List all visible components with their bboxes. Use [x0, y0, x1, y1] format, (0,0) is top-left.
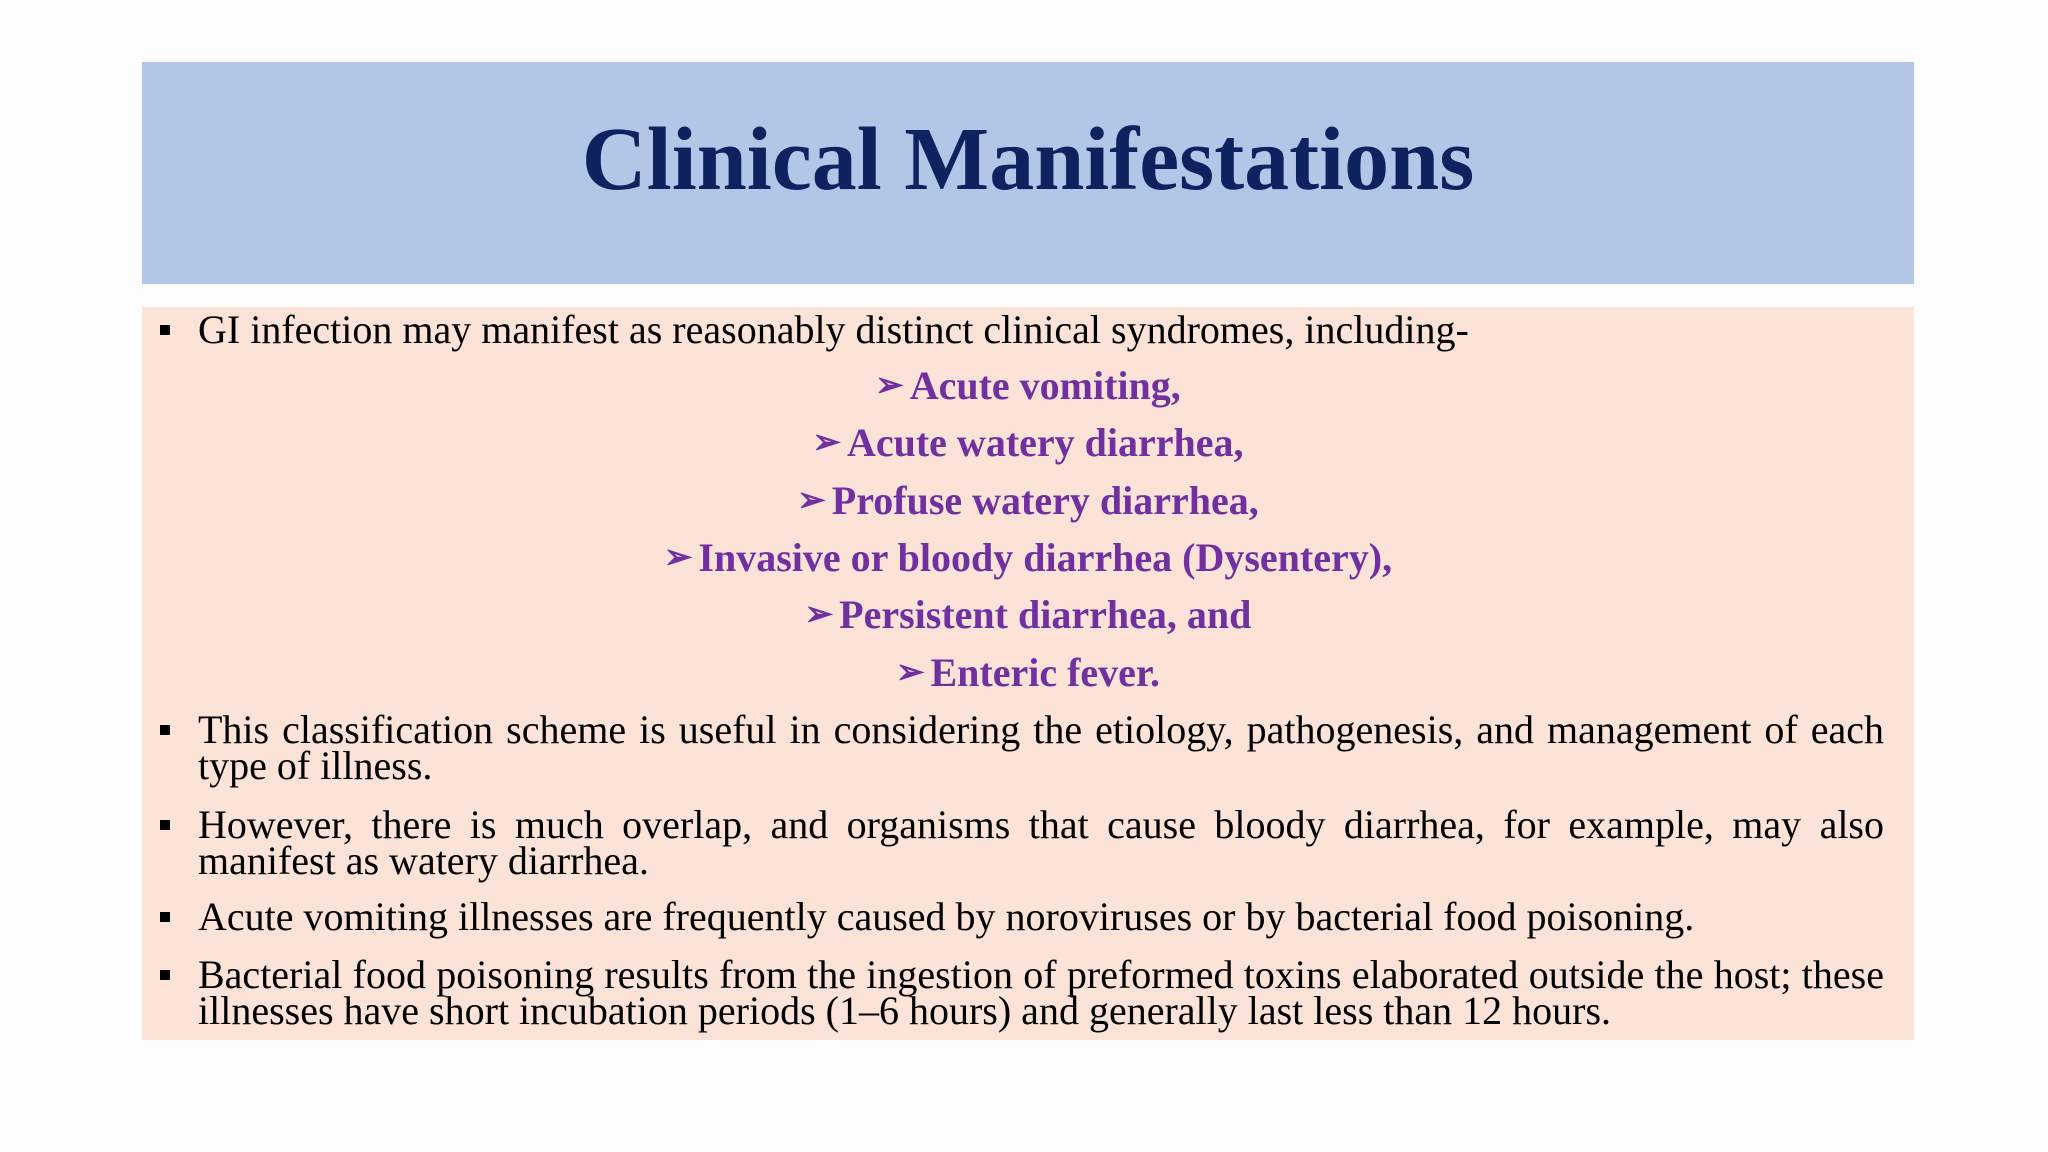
- arrow-bullet-icon: ➢: [663, 539, 693, 576]
- syndrome-text: Enteric fever.: [930, 650, 1161, 695]
- arrow-bullet-icon: ➢: [895, 654, 925, 691]
- content-panel: [142, 307, 1914, 1040]
- square-bullet-icon: [160, 912, 170, 922]
- square-bullet-icon: [160, 325, 170, 335]
- slide-title: Clinical Manifestations: [581, 110, 1475, 209]
- bullet-overlap: [160, 802, 1884, 883]
- syndrome-text: Persistent diarrhea, and: [839, 592, 1252, 637]
- bullet-text: Acute vomiting illnesses are frequently caused by noroviruses or by bacterial food poisoning.: [198, 894, 1695, 939]
- bullet-text: This classification scheme is useful in considering the etiology, pathogenesis, and management of each type of illness.: [198, 707, 1884, 788]
- title-band: [142, 62, 1914, 284]
- syndrome-item: [142, 592, 1914, 638]
- bullet-text: However, there is much overlap, and organisms that cause bloody diarrhea, for example, may also manifest as watery diarrhea.: [198, 802, 1884, 883]
- bullet-acute-vomiting: [160, 894, 1884, 939]
- arrow-bullet-icon: ➢: [797, 482, 826, 519]
- syndrome-item: [142, 650, 1914, 696]
- arrow-bullet-icon: ➢: [875, 367, 904, 404]
- arrow-bullet-icon: ➢: [812, 424, 841, 461]
- square-bullet-icon: [160, 970, 170, 980]
- bullet-text: GI infection may manifest as reasonably distinct clinical syndromes, including-: [198, 307, 1469, 352]
- bullet-text: Bacterial food poisoning results from the ingestion of preformed toxins elaborated outside the host; these illnesses have short incubation periods (1–6 hours) and generally last less than 12 hours.: [198, 952, 1884, 1033]
- bullet-intro: [160, 307, 1884, 352]
- syndrome-text: Acute vomiting,: [909, 363, 1181, 408]
- bullet-classification: [160, 707, 1884, 788]
- syndrome-item: [142, 478, 1914, 524]
- syndrome-text: Invasive or bloody diarrhea (Dysentery),: [698, 535, 1393, 580]
- square-bullet-icon: [160, 725, 170, 735]
- syndrome-item: [142, 535, 1914, 581]
- bullet-food-poisoning: [160, 952, 1884, 1033]
- arrow-bullet-icon: ➢: [804, 596, 834, 633]
- syndrome-item: [142, 420, 1914, 466]
- square-bullet-icon: [160, 820, 170, 830]
- syndrome-item: [142, 363, 1914, 409]
- syndrome-text: Profuse watery diarrhea,: [831, 478, 1259, 523]
- syndrome-text: Acute watery diarrhea,: [846, 420, 1244, 465]
